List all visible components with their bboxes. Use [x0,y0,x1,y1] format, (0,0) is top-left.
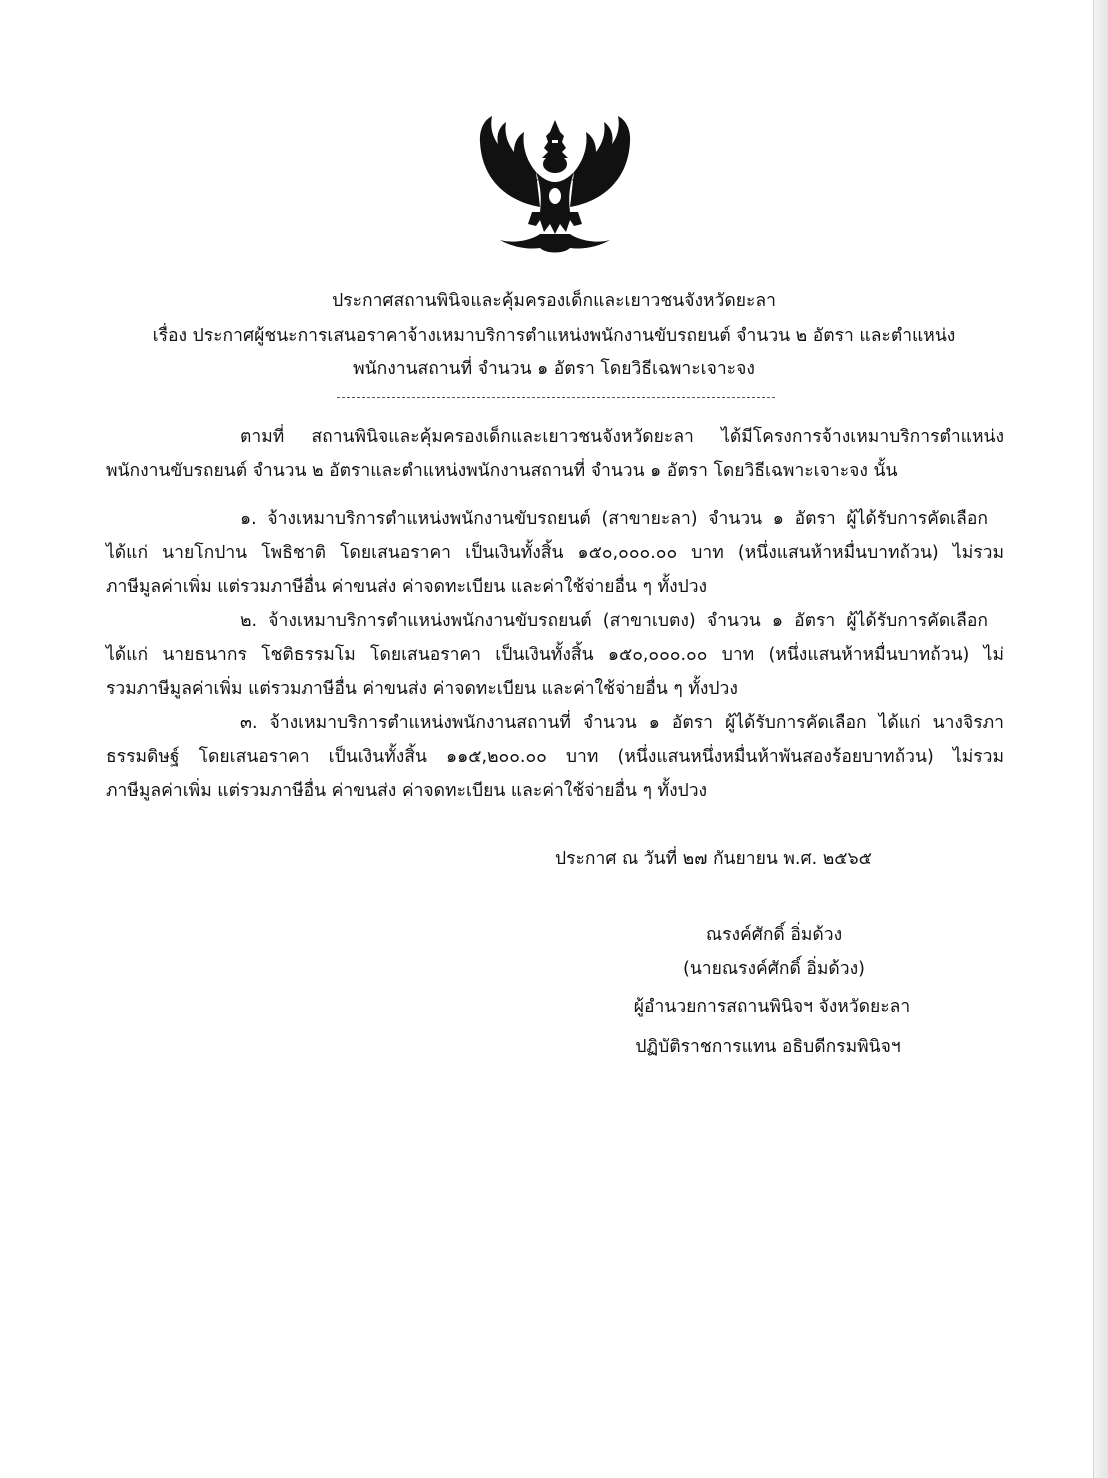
signature-full-name: (นายณรงค์ศักดิ์ อิ่มด้วง) [683,959,865,979]
item-3-line-1: ๓. จ้างเหมาบริการตำแหน่งพนักงานสถานที่ จำนวน ๑ อัตรา ผู้ได้รับการคัดเลือก ได้แก่ นางจิรภา [240,713,1004,733]
garuda-emblem-icon [470,112,640,262]
item-2-line-3: รวมภาษีมูลค่าเพิ่ม แต่รวมภาษีอื่น ค่าขนส่ง ค่าจดทะเบียน และค่าใช้จ่ายอื่น ๆ ทั้งปวง [106,679,738,699]
subject-line-1: เรื่อง ประกาศผู้ชนะการเสนอราคาจ้างเหมาบริการตำแหน่งพนักงานขับรถยนต์ จำนวน ๒ อัตรา และตำแหน่ง [152,326,956,346]
item-1-line-2: ได้แก่ นายโกปาน โพธิชาติ โดยเสนอราคา เป็นเงินทั้งสิ้น ๑๕๐,๐๐๐.๐๐ บาท (หนึ่งแสนห้าหมื่นบาทถ้วน) ไม่รวม [106,543,1004,563]
item-3-line-2: ธรรมดิษฐ์ โดยเสนอราคา เป็นเงินทั้งสิ้น ๑๑๕,๒๐๐.๐๐ บาท (หนึ่งแสนหนึ่งหมื่นห้าพันสองร้อยบาทถ้วน) ไม่รวม [106,747,1004,767]
signer-position-2: ปฏิบัติราชการแทน อธิบดีกรมพินิจฯ [635,1037,901,1057]
intro-line-1: ตามที่ สถานพินิจและคุ้มครองเด็กและเยาวชนจังหวัดยะลา ได้มีโครงการจ้างเหมาบริการตำแหน่ง [240,427,1004,447]
item-2-line-1: ๒. จ้างเหมาบริการตำแหน่งพนักงานขับรถยนต์ (สาขาเบตง) จำนวน ๑ อัตรา ผู้ได้รับการคัดเลือก [240,611,988,631]
signer-position-1: ผู้อำนวยการสถานพินิจฯ จังหวัดยะลา [633,997,911,1017]
subject-line-2: พนักงานสถานที่ จำนวน ๑ อัตรา โดยวิธีเฉพาะเจาะจง [353,359,755,379]
title-separator [337,397,775,398]
page-edge-shadow [1093,0,1108,1478]
signature-name: ณรงค์ศักดิ์ อิ่มด้วง [705,925,843,945]
announcement-title: ประกาศสถานพินิจและคุ้มครองเด็กและเยาวชนจังหวัดยะลา [332,291,776,311]
item-3-line-3: ภาษีมูลค่าเพิ่ม แต่รวมภาษีอื่น ค่าขนส่ง ค่าจดทะเบียน และค่าใช้จ่ายอื่น ๆ ทั้งปวง [106,781,708,801]
item-1-line-1: ๑. จ้างเหมาบริการตำแหน่งพนักงานขับรถยนต์ (สาขายะลา) จำนวน ๑ อัตรา ผู้ได้รับการคัดเลือก [240,509,988,529]
announcement-date: ประกาศ ณ วันที่ ๒๗ กันยายน พ.ศ. ๒๕๖๕ [555,849,872,869]
item-2-line-2: ได้แก่ นายธนากร โชติธรรมโม โดยเสนอราคา เป็นเงินทั้งสิ้น ๑๕๐,๐๐๐.๐๐ บาท (หนึ่งแสนห้าหมื่นบาทถ้วน) ไม่ [106,645,1004,665]
item-1-line-3: ภาษีมูลค่าเพิ่ม แต่รวมภาษีอื่น ค่าขนส่ง ค่าจดทะเบียน และค่าใช้จ่ายอื่น ๆ ทั้งปวง [106,577,708,597]
intro-line-2: พนักงานขับรถยนต์ จำนวน ๒ อัตราและตำแหน่งพนักงานสถานที่ จำนวน ๑ อัตรา โดยวิธีเฉพาะเจาะจง นั้น [106,461,898,481]
